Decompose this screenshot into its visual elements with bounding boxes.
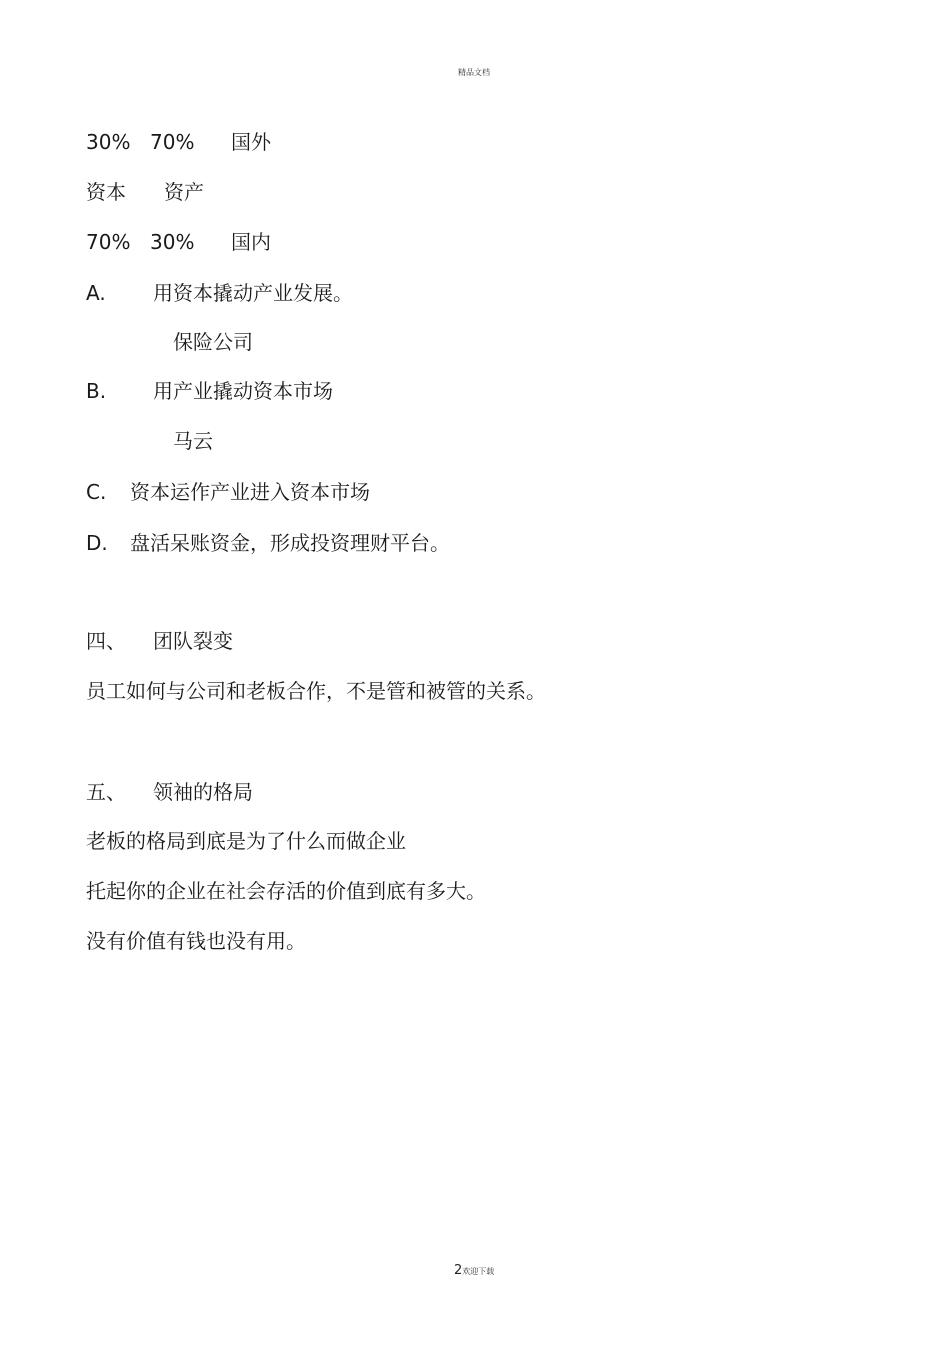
row-1-col-1: 30% [86, 130, 131, 154]
item-b-marker: B. [86, 379, 107, 403]
section-5-line-2: 托起你的企业在社会存活的价值到底有多大。 [86, 879, 486, 903]
page-footer [454, 1259, 494, 1278]
section-5-line-1: 老板的格局到底是为了什么而做企业 [86, 829, 406, 853]
section-4-number: 四、 [86, 629, 126, 653]
item-a-sub: 保险公司 [173, 330, 253, 354]
row-2-col-2: 资产 [164, 180, 204, 204]
row-3-col-2: 30% [150, 230, 195, 254]
item-c-marker: C. [86, 480, 107, 504]
row-1-col-2: 70% [150, 130, 195, 154]
item-b-sub: 马云 [173, 429, 213, 453]
row-3-col-1: 70% [86, 230, 131, 254]
page-number: 2 [454, 1263, 463, 1278]
item-d-text: 盘活呆账资金，形成投资理财平台。 [130, 531, 450, 555]
item-a-marker: A. [86, 281, 106, 305]
row-3-col-3: 国内 [231, 230, 271, 254]
page-header: 精品文档 [458, 68, 490, 77]
footer-text: 欢迎下载 [462, 1267, 495, 1276]
item-b-text: 用产业撬动资本市场 [153, 379, 333, 403]
section-4-title: 团队裂变 [153, 629, 233, 653]
item-c-text: 资本运作产业进入资本市场 [130, 480, 370, 504]
section-5-number: 五、 [86, 780, 126, 804]
section-5-line-3: 没有价值有钱也没有用。 [86, 929, 306, 953]
item-a-text: 用资本撬动产业发展。 [153, 281, 353, 305]
section-5-title: 领袖的格局 [153, 780, 253, 804]
row-2-col-1: 资本 [86, 180, 126, 204]
row-1-col-3: 国外 [231, 130, 271, 154]
item-d-marker: D. [86, 531, 108, 555]
section-4-body: 员工如何与公司和老板合作，不是管和被管的关系。 [86, 679, 546, 703]
